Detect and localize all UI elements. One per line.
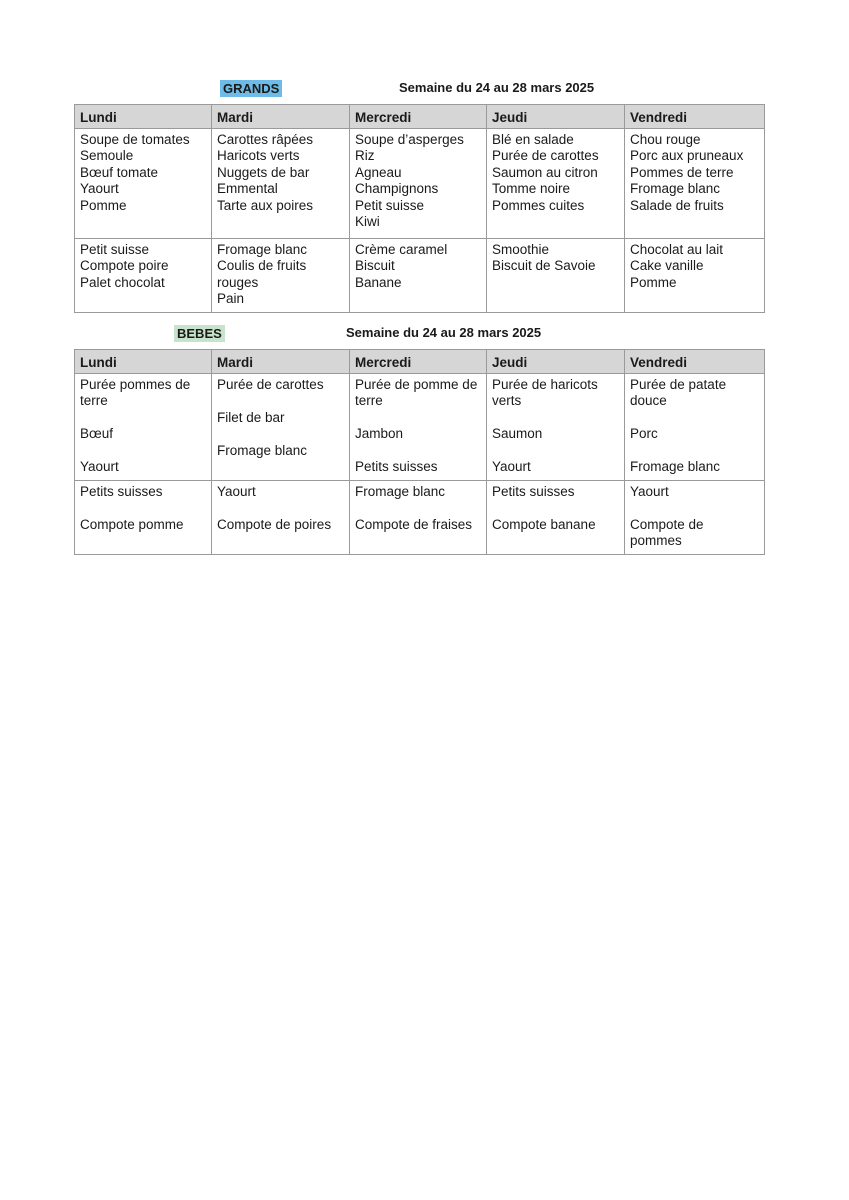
spacer bbox=[492, 410, 619, 426]
dish: Fromage blanc bbox=[630, 459, 721, 474]
bebes-jeudi-meal bbox=[487, 374, 625, 481]
bebes-main-meal-row bbox=[75, 374, 765, 481]
bebes-mardi-snack bbox=[212, 481, 350, 555]
bebes-day-mardi: Mardi bbox=[212, 350, 350, 374]
bebes-day-jeudi: Jeudi bbox=[487, 350, 625, 374]
dish: Purée de pomme de terre bbox=[355, 377, 478, 409]
grands-header bbox=[74, 78, 764, 100]
dish: Blé en salade bbox=[492, 132, 574, 147]
dish: Chou rouge bbox=[630, 132, 701, 147]
spacer bbox=[630, 443, 759, 459]
spacer bbox=[80, 443, 206, 459]
grands-day-jeudi: Jeudi bbox=[487, 105, 625, 129]
bebes-day-lundi: Lundi bbox=[75, 350, 212, 374]
spacer bbox=[80, 410, 206, 426]
dish: Crème caramel bbox=[355, 242, 448, 257]
dish: Bœuf bbox=[80, 426, 114, 442]
bebes-mardi-meal bbox=[212, 374, 350, 481]
grands-lundi-snack bbox=[75, 239, 212, 313]
spacer bbox=[492, 500, 619, 516]
spacer bbox=[217, 393, 344, 409]
dish: Compote de fraises bbox=[355, 516, 473, 532]
grands-tag: GRANDS bbox=[220, 80, 282, 97]
dish: Saumon au citron bbox=[492, 164, 598, 180]
dish: Filet de bar bbox=[217, 409, 285, 425]
dish: Haricots verts bbox=[217, 148, 300, 164]
dish: Yaourt bbox=[217, 484, 256, 499]
dish: Purée pommes de terre bbox=[80, 377, 191, 409]
dish: Emmental bbox=[217, 181, 278, 197]
spacer bbox=[355, 410, 481, 426]
bebes-jeudi-snack bbox=[487, 481, 625, 555]
bebes-lundi-snack bbox=[75, 481, 212, 555]
dish: Agneau bbox=[355, 164, 402, 180]
dish: Tomme noire bbox=[492, 181, 571, 197]
dish: Champignons bbox=[355, 181, 439, 197]
dish: Yaourt bbox=[492, 459, 531, 474]
dish: Purée de haricots verts bbox=[492, 377, 598, 409]
dish: Petits suisses bbox=[355, 459, 438, 474]
dish: Salade de fruits bbox=[630, 197, 724, 213]
dish: Petits suisses bbox=[80, 484, 163, 499]
grands-lundi-meal bbox=[75, 129, 212, 239]
dish: Pomme bbox=[80, 197, 127, 213]
dish: Yaourt bbox=[80, 459, 119, 474]
dish: Pain bbox=[217, 291, 245, 307]
grands-day-vendredi: Vendredi bbox=[625, 105, 765, 129]
dish: Kiwi bbox=[355, 214, 380, 230]
grands-vendredi-snack bbox=[625, 239, 765, 313]
dish: Petits suisses bbox=[492, 484, 575, 499]
dish: Semoule bbox=[80, 148, 134, 164]
dish: Biscuit de Savoie bbox=[492, 258, 596, 274]
dish: Compote de poires bbox=[217, 516, 332, 532]
dish: Chocolat au lait bbox=[630, 242, 724, 257]
grands-mercredi-meal bbox=[350, 129, 487, 239]
spacer bbox=[217, 500, 344, 516]
bebes-day-mercredi: Mercredi bbox=[350, 350, 487, 374]
dish: Banane bbox=[355, 274, 402, 290]
dish: Compote poire bbox=[80, 258, 169, 274]
grands-days-row bbox=[75, 105, 765, 129]
dish: Coulis de fruits rouges bbox=[217, 258, 307, 290]
grands-jeudi-snack bbox=[487, 239, 625, 313]
bebes-snack-row bbox=[75, 481, 765, 555]
dish: Petit suisse bbox=[355, 197, 425, 213]
spacer bbox=[630, 410, 759, 426]
dish: Soupe d’asperges bbox=[355, 132, 464, 147]
bebes-days-row bbox=[75, 350, 765, 374]
dish: Fromage blanc bbox=[217, 242, 308, 257]
grands-day-lundi: Lundi bbox=[75, 105, 212, 129]
grands-day-mercredi: Mercredi bbox=[350, 105, 487, 129]
grands-vendredi-meal bbox=[625, 129, 765, 239]
dish: Carottes râpées bbox=[217, 132, 314, 147]
bebes-day-vendredi: Vendredi bbox=[625, 350, 765, 374]
dish: Purée de carottes bbox=[492, 148, 599, 164]
dish: Cake vanille bbox=[630, 258, 704, 274]
dish: Yaourt bbox=[80, 181, 119, 197]
dish: Soupe de tomates bbox=[80, 132, 190, 147]
bebes-mercredi-meal bbox=[350, 374, 487, 481]
spacer bbox=[492, 443, 619, 459]
dish: Smoothie bbox=[492, 242, 550, 257]
spacer bbox=[355, 500, 481, 516]
bebes-week-title: Semaine du 24 au 28 mars 2025 bbox=[346, 325, 542, 340]
bebes-vendredi-meal bbox=[625, 374, 765, 481]
dish: Purée de carottes bbox=[217, 377, 324, 392]
bebes-tag: BEBES bbox=[174, 325, 225, 342]
dish: Pommes de terre bbox=[630, 164, 734, 180]
dish: Tarte aux poires bbox=[217, 197, 314, 213]
grands-menu-table bbox=[74, 104, 765, 313]
bebes-vendredi-snack bbox=[625, 481, 765, 555]
dish: Biscuit bbox=[355, 258, 395, 274]
bebes-lundi-meal bbox=[75, 374, 212, 481]
dish: Compote banane bbox=[492, 516, 596, 532]
dish: Petit suisse bbox=[80, 242, 150, 257]
dish: Nuggets de bar bbox=[217, 164, 310, 180]
dish: Palet chocolat bbox=[80, 274, 165, 290]
grands-mardi-snack bbox=[212, 239, 350, 313]
dish: Compote pomme bbox=[80, 516, 184, 532]
grands-week-title: Semaine du 24 au 28 mars 2025 bbox=[399, 80, 595, 95]
spacer bbox=[355, 443, 481, 459]
spacer bbox=[217, 426, 344, 442]
grands-day-mardi: Mardi bbox=[212, 105, 350, 129]
spacer bbox=[80, 500, 206, 516]
bebes-mercredi-snack bbox=[350, 481, 487, 555]
dish: Saumon bbox=[492, 426, 543, 442]
dish: Porc aux pruneaux bbox=[630, 148, 744, 164]
bebes-menu-table bbox=[74, 349, 765, 555]
dish: Fromage blanc bbox=[217, 442, 308, 458]
dish: Porc bbox=[630, 426, 658, 442]
grands-jeudi-meal bbox=[487, 129, 625, 239]
dish: Yaourt bbox=[630, 484, 669, 499]
bebes-header bbox=[74, 323, 764, 345]
dish: Jambon bbox=[355, 426, 404, 442]
dish: Purée de patate douce bbox=[630, 377, 727, 409]
grands-snack-row bbox=[75, 239, 765, 313]
dish: Pomme bbox=[630, 274, 677, 290]
dish: Fromage blanc bbox=[355, 484, 446, 499]
dish: Fromage blanc bbox=[630, 181, 721, 197]
dish: Pommes cuites bbox=[492, 197, 585, 213]
dish: Compote de pommes bbox=[630, 516, 704, 549]
grands-mardi-meal bbox=[212, 129, 350, 239]
dish: Riz bbox=[355, 148, 375, 164]
grands-mercredi-snack bbox=[350, 239, 487, 313]
grands-main-meal-row bbox=[75, 129, 765, 239]
spacer bbox=[630, 500, 759, 516]
dish: Bœuf tomate bbox=[80, 164, 159, 180]
